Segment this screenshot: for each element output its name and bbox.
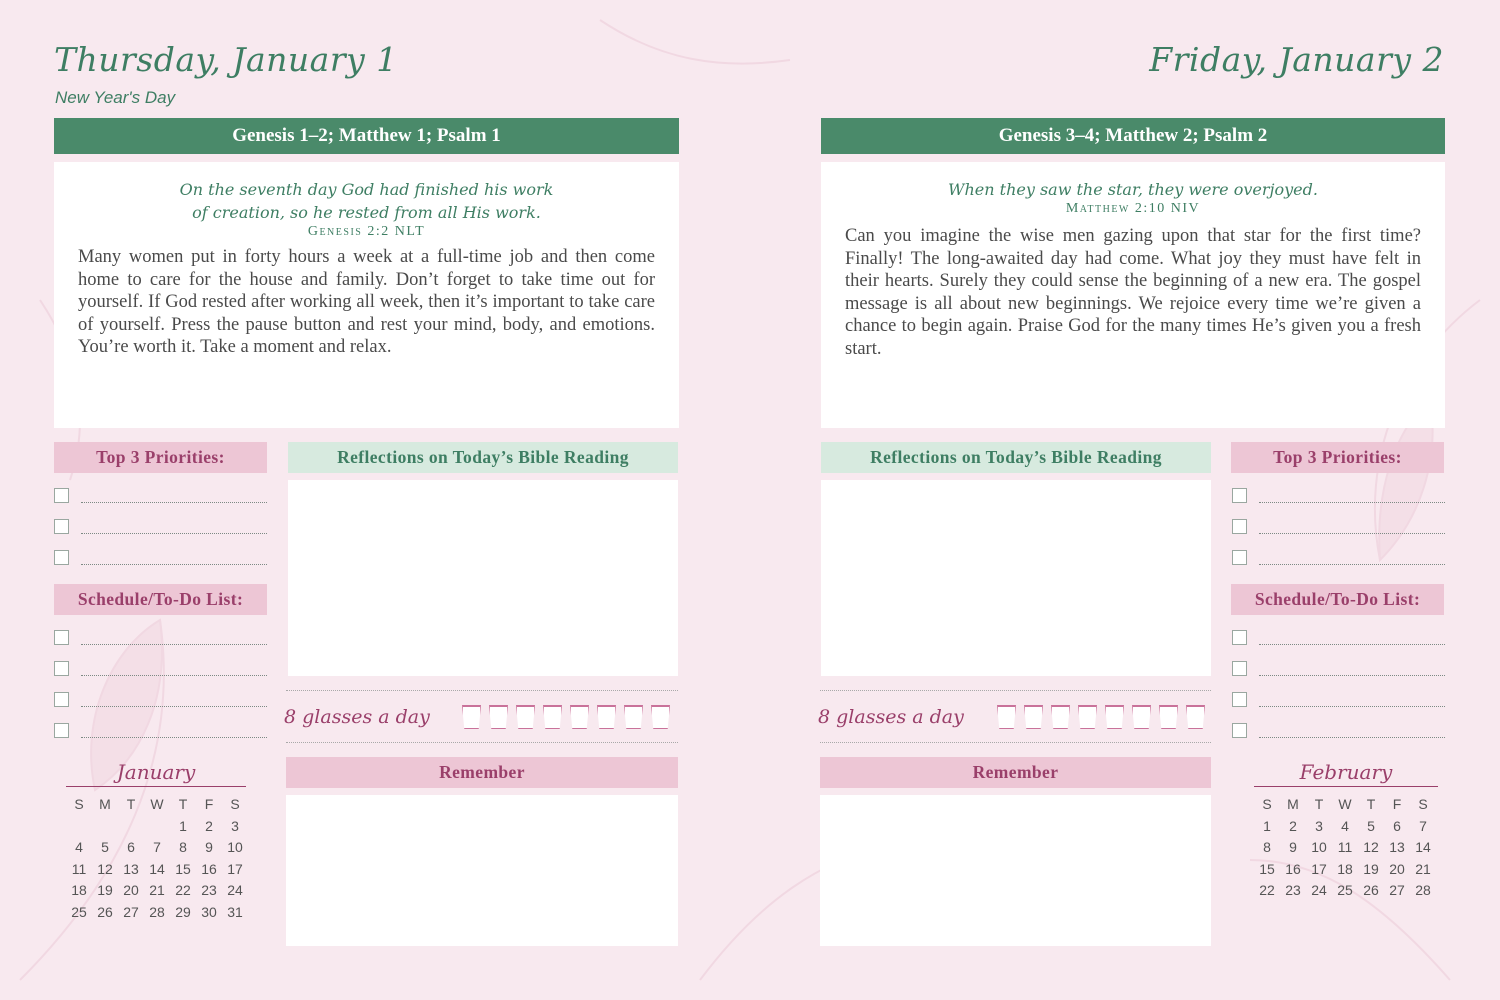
checkbox[interactable] bbox=[1232, 661, 1247, 676]
calendar-day: 21 bbox=[149, 882, 165, 898]
priorities-list bbox=[54, 488, 267, 581]
calendar-day: 18 bbox=[1337, 860, 1353, 877]
calendar-day: 27 bbox=[123, 903, 139, 920]
calendar-day: 8 bbox=[179, 839, 187, 855]
calendar-weekday: S bbox=[74, 796, 84, 812]
calendar-day: 17 bbox=[227, 860, 243, 877]
water-glass-icon[interactable] bbox=[624, 705, 643, 729]
calendar-weekday: F bbox=[204, 796, 214, 812]
water-glass-icon[interactable] bbox=[1051, 705, 1070, 729]
water-glass-icon[interactable] bbox=[516, 705, 535, 729]
reflections-header: Reflections on Today’s Bible Reading bbox=[288, 442, 678, 473]
calendar-day: 15 bbox=[1259, 860, 1275, 877]
mini-calendar bbox=[1254, 760, 1438, 900]
calendar-day: 22 bbox=[1259, 882, 1275, 898]
calendar-day: 28 bbox=[149, 903, 165, 920]
calendar-day: 2 bbox=[205, 817, 213, 834]
calendar-day: 7 bbox=[153, 839, 161, 855]
calendar-day: 23 bbox=[1285, 882, 1301, 898]
remember-area[interactable] bbox=[286, 795, 678, 946]
calendar-day: 21 bbox=[1415, 860, 1431, 877]
checkbox[interactable] bbox=[1232, 519, 1247, 534]
water-glass-icon[interactable] bbox=[1159, 705, 1178, 729]
calendar-day bbox=[144, 817, 170, 836]
calendar-day: 20 bbox=[123, 882, 139, 898]
water-glass-icon[interactable] bbox=[462, 705, 481, 729]
calendar-day: 26 bbox=[97, 903, 113, 920]
mini-calendar bbox=[66, 760, 246, 921]
writing-line[interactable] bbox=[81, 502, 267, 503]
priority-item bbox=[1232, 488, 1445, 519]
calendar-day: 16 bbox=[1285, 860, 1301, 877]
calendar-day: 4 bbox=[1341, 817, 1349, 834]
calendar-day: 14 bbox=[149, 860, 165, 877]
schedule-item bbox=[54, 723, 267, 754]
devotional-box bbox=[821, 162, 1445, 428]
checkbox[interactable] bbox=[54, 519, 69, 534]
calendar-day: 30 bbox=[201, 903, 217, 920]
calendar-weekday: S bbox=[1418, 796, 1428, 812]
divider-line bbox=[286, 690, 678, 691]
schedule-item bbox=[1232, 661, 1445, 692]
reflections-header: Reflections on Today’s Bible Reading bbox=[821, 442, 1211, 473]
calendar-weekday: T bbox=[1366, 796, 1376, 812]
water-tracker-label: 8 glasses a day bbox=[284, 706, 430, 728]
schedule-item bbox=[1232, 630, 1445, 661]
calendar-day: 23 bbox=[201, 882, 217, 898]
calendar-weekday: S bbox=[1262, 796, 1272, 812]
water-glass-icon[interactable] bbox=[1105, 705, 1124, 729]
writing-line[interactable] bbox=[1259, 675, 1445, 676]
calendar-day: 11 bbox=[1337, 839, 1353, 855]
calendar-month: January bbox=[116, 760, 196, 784]
calendar-day bbox=[66, 817, 92, 836]
schedule-item bbox=[54, 692, 267, 723]
verse-line: On the seventh day God had finished his work bbox=[179, 180, 554, 199]
calendar-day: 31 bbox=[227, 903, 243, 920]
checkbox[interactable] bbox=[1232, 692, 1247, 707]
calendar-day: 12 bbox=[1363, 839, 1379, 855]
priorities-header: Top 3 Priorities: bbox=[1231, 442, 1444, 473]
calendar-day: 13 bbox=[123, 860, 139, 877]
writing-line[interactable] bbox=[1259, 502, 1445, 503]
calendar-weekday: T bbox=[126, 796, 136, 812]
checkbox[interactable] bbox=[54, 550, 69, 565]
calendar-weekday: M bbox=[99, 796, 111, 812]
writing-line[interactable] bbox=[81, 675, 267, 676]
verse-reference: Genesis 2:2 NLT bbox=[307, 224, 426, 239]
calendar-day: 9 bbox=[1289, 839, 1297, 855]
checkbox[interactable] bbox=[1232, 550, 1247, 565]
priorities-header: Top 3 Priorities: bbox=[54, 442, 267, 473]
calendar-weekday: W bbox=[150, 796, 164, 812]
water-glass-icon[interactable] bbox=[570, 705, 589, 729]
calendar-day: 27 bbox=[1389, 882, 1405, 898]
calendar-day: 1 bbox=[179, 817, 187, 834]
calendar-day: 7 bbox=[1419, 817, 1427, 834]
calendar-weekday: F bbox=[1392, 796, 1402, 812]
priority-item bbox=[1232, 519, 1445, 550]
calendar-day: 4 bbox=[75, 839, 83, 855]
calendar-day: 5 bbox=[1367, 817, 1375, 834]
divider-line bbox=[820, 742, 1211, 743]
checkbox[interactable] bbox=[1232, 630, 1247, 645]
checkbox[interactable] bbox=[54, 723, 69, 738]
calendar-day: 6 bbox=[127, 839, 135, 855]
water-tracker bbox=[462, 705, 670, 729]
schedule-item bbox=[1232, 692, 1445, 723]
water-glass-icon[interactable] bbox=[489, 705, 508, 729]
checkbox[interactable] bbox=[1232, 723, 1247, 738]
calendar-rule bbox=[1254, 786, 1438, 787]
water-glass-icon[interactable] bbox=[997, 705, 1016, 729]
priority-item bbox=[1232, 550, 1445, 581]
calendar-day: 24 bbox=[1311, 882, 1327, 898]
divider-line bbox=[286, 742, 678, 743]
checkbox[interactable] bbox=[54, 630, 69, 645]
checkbox[interactable] bbox=[54, 661, 69, 676]
calendar-day: 26 bbox=[1363, 882, 1379, 898]
writing-line[interactable] bbox=[81, 564, 267, 565]
water-glass-icon[interactable] bbox=[1132, 705, 1151, 729]
calendar-day: 10 bbox=[227, 839, 243, 855]
verse-reference: Matthew 2:10 NIV bbox=[1065, 201, 1201, 216]
devotional-text: Many women put in forty hours a week at a full-time job and then come home to care for the house and family. Don’t forget to take time out for yourself. If God rested after working all week, then it’s important to take care of yourself. Press the pause button and rest your mind, body, and emotions. You’re worth it. Take a moment and relax. bbox=[78, 247, 655, 358]
devotional-text: Can you imagine the wise men gazing upon that star for the first time? Finally! The long-awaited day had come. What joy they must have felt in their hearts. Surely they could sense the beginning of a new era. The gospel message is all about new beginnings. We rejoice every time we’re given a chance to begin again. Praise God for the many times He’s given you a fresh start. bbox=[845, 226, 1421, 359]
calendar-rule bbox=[66, 786, 246, 787]
verse-line: When they saw the star, they were overjoyed. bbox=[948, 180, 1318, 199]
water-glass-icon[interactable] bbox=[1024, 705, 1043, 729]
calendar-day: 18 bbox=[71, 882, 87, 898]
calendar-day: 17 bbox=[1311, 860, 1327, 877]
day-subtitle: New Year's Day bbox=[55, 88, 176, 107]
reading-plan-bar: Genesis 3–4; Matthew 2; Psalm 2 bbox=[821, 118, 1445, 154]
calendar-grid bbox=[1254, 795, 1438, 900]
calendar-day: 12 bbox=[97, 860, 113, 877]
writing-line[interactable] bbox=[81, 737, 267, 738]
calendar-day: 24 bbox=[227, 882, 243, 898]
calendar-day: 15 bbox=[175, 860, 191, 877]
priority-item bbox=[54, 519, 267, 550]
schedule-item bbox=[1232, 723, 1445, 754]
day-title: Thursday, January 1 bbox=[54, 40, 398, 79]
water-tracker bbox=[997, 705, 1205, 729]
schedule-item bbox=[54, 661, 267, 692]
calendar-day: 19 bbox=[1363, 860, 1379, 877]
reading-plan-bar: Genesis 1–2; Matthew 1; Psalm 1 bbox=[54, 118, 679, 154]
calendar-day: 16 bbox=[201, 860, 217, 877]
calendar-day: 25 bbox=[1337, 882, 1353, 898]
reflections-area[interactable] bbox=[821, 480, 1211, 676]
calendar-day bbox=[92, 817, 118, 836]
calendar-weekday: T bbox=[1314, 796, 1324, 812]
calendar-day: 25 bbox=[71, 903, 87, 920]
remember-area[interactable] bbox=[820, 795, 1211, 946]
water-glass-icon[interactable] bbox=[1078, 705, 1097, 729]
calendar-day: 28 bbox=[1415, 882, 1431, 898]
checkbox[interactable] bbox=[1232, 488, 1247, 503]
calendar-day: 9 bbox=[205, 839, 213, 855]
schedule-header: Schedule/To-Do List: bbox=[54, 584, 267, 615]
calendar-month: February bbox=[1299, 760, 1393, 784]
calendar-day: 3 bbox=[1315, 817, 1323, 834]
checkbox[interactable] bbox=[54, 488, 69, 503]
calendar-day: 2 bbox=[1289, 817, 1297, 834]
writing-line[interactable] bbox=[1259, 644, 1445, 645]
writing-line[interactable] bbox=[81, 644, 267, 645]
remember-header: Remember bbox=[820, 757, 1211, 788]
calendar-day: 13 bbox=[1389, 839, 1405, 855]
water-glass-icon[interactable] bbox=[543, 705, 562, 729]
calendar-day: 3 bbox=[231, 817, 239, 834]
schedule-list bbox=[54, 630, 267, 754]
writing-line[interactable] bbox=[1259, 564, 1445, 565]
calendar-day: 1 bbox=[1263, 817, 1271, 834]
writing-line[interactable] bbox=[81, 533, 267, 534]
calendar-day: 19 bbox=[97, 882, 113, 898]
water-glass-icon[interactable] bbox=[597, 705, 616, 729]
priorities-list bbox=[1232, 488, 1445, 581]
writing-line[interactable] bbox=[1259, 533, 1445, 534]
writing-line[interactable] bbox=[1259, 706, 1445, 707]
schedule-item bbox=[54, 630, 267, 661]
priority-item bbox=[54, 550, 267, 581]
calendar-day: 11 bbox=[71, 860, 87, 877]
calendar-day: 29 bbox=[175, 903, 191, 920]
calendar-weekday: M bbox=[1287, 796, 1299, 812]
water-glass-icon[interactable] bbox=[651, 705, 670, 729]
calendar-day: 10 bbox=[1311, 839, 1327, 855]
calendar-grid bbox=[66, 795, 246, 921]
calendar-day: 14 bbox=[1415, 839, 1431, 855]
reflections-area[interactable] bbox=[288, 480, 678, 676]
water-glass-icon[interactable] bbox=[1186, 705, 1205, 729]
priority-item bbox=[54, 488, 267, 519]
calendar-day: 6 bbox=[1393, 817, 1401, 834]
day-title: Friday, January 2 bbox=[1149, 40, 1444, 79]
calendar-day: 5 bbox=[101, 839, 109, 855]
schedule-list bbox=[1232, 630, 1445, 754]
divider-line bbox=[820, 690, 1211, 691]
writing-line[interactable] bbox=[81, 706, 267, 707]
calendar-day: 8 bbox=[1263, 839, 1271, 855]
remember-header: Remember bbox=[286, 757, 678, 788]
calendar-day: 22 bbox=[175, 882, 191, 898]
water-tracker-label: 8 glasses a day bbox=[818, 706, 964, 728]
calendar-day bbox=[118, 817, 144, 836]
calendar-weekday: W bbox=[1338, 796, 1352, 812]
verse-line: of creation, so he rested from all His work. bbox=[192, 203, 541, 222]
writing-line[interactable] bbox=[1259, 737, 1445, 738]
calendar-day: 20 bbox=[1389, 860, 1405, 877]
checkbox[interactable] bbox=[54, 692, 69, 707]
schedule-header: Schedule/To-Do List: bbox=[1231, 584, 1444, 615]
devotional-box bbox=[54, 162, 679, 428]
calendar-weekday: S bbox=[230, 796, 240, 812]
calendar-weekday: T bbox=[178, 796, 188, 812]
